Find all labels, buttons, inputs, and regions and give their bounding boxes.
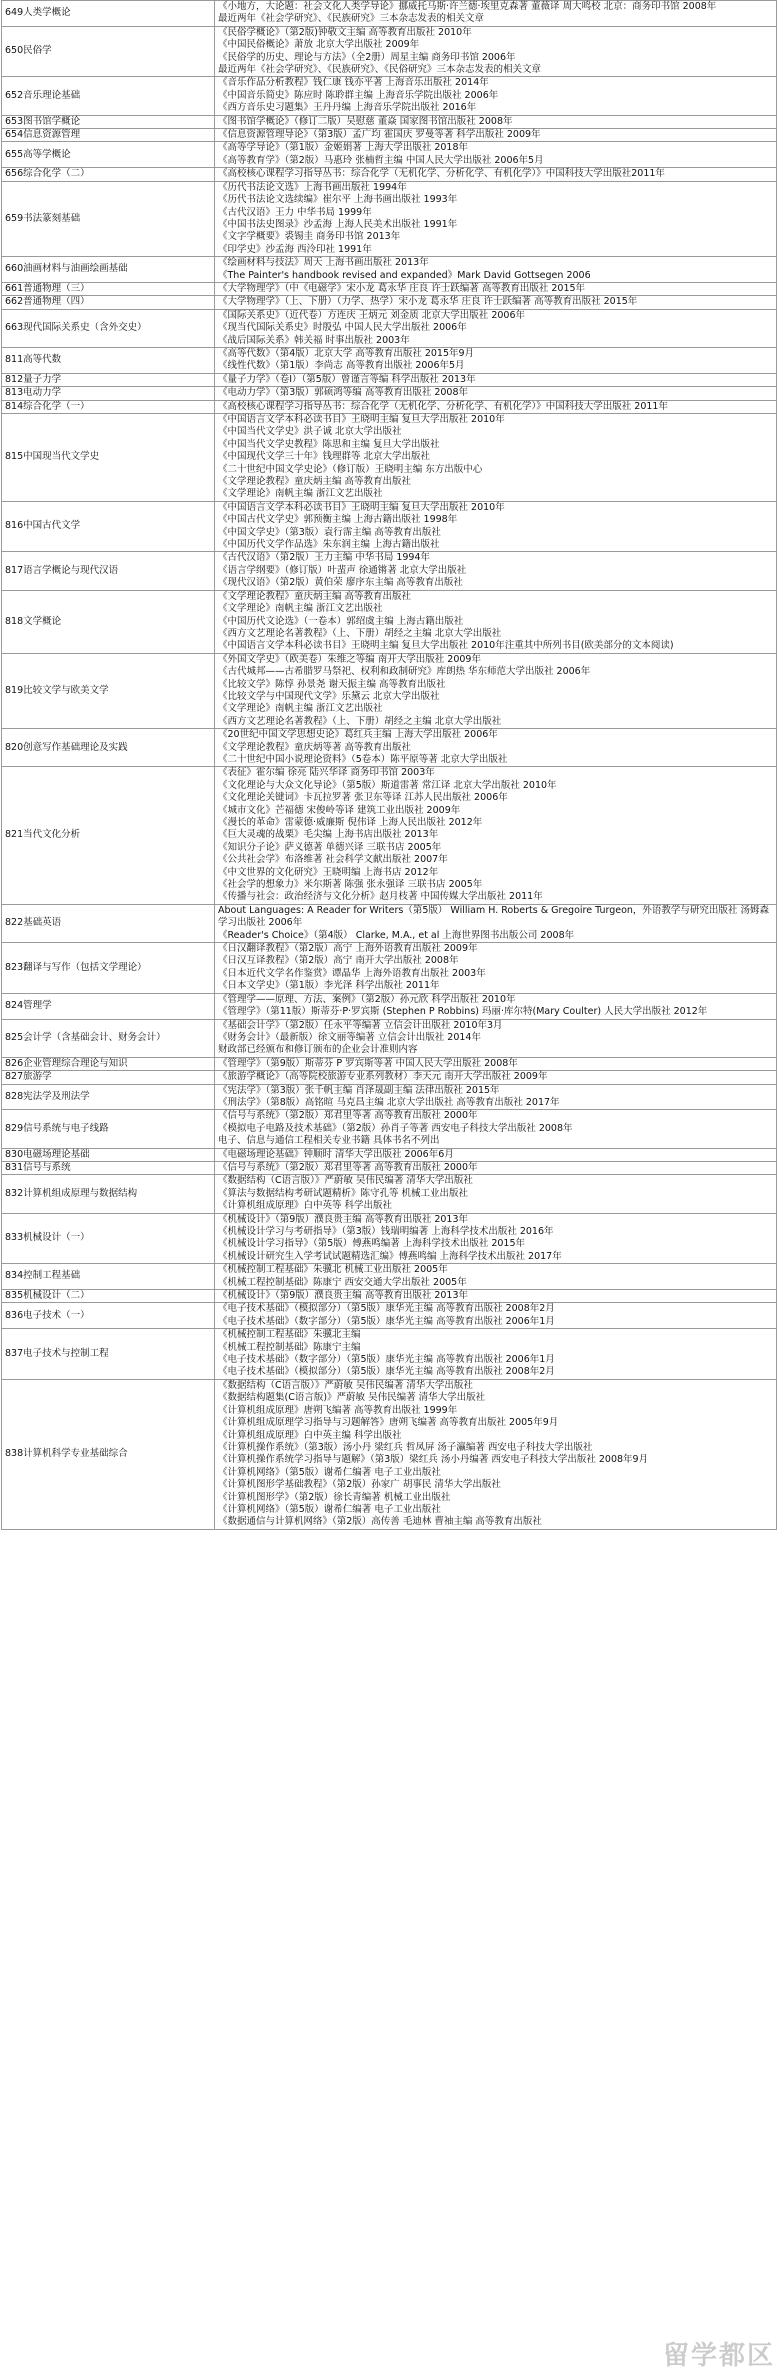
subject-name: 835机械设计（二） bbox=[2, 1290, 215, 1303]
reference-book: 《信号与系统》（第2版）郑君里等著 高等教育出版社 2000年 bbox=[218, 1161, 478, 1173]
reference-books bbox=[215, 904, 777, 942]
reference-book: 电子、信息与通信工程相关专业书籍 具体书名不列出 bbox=[218, 1135, 440, 1147]
subject-name: 838计算机科学专业基础综合 bbox=[2, 1379, 215, 1529]
subject-name: 653图书馆学概论 bbox=[2, 115, 215, 128]
reference-books bbox=[215, 1213, 777, 1264]
subject-row bbox=[2, 767, 777, 904]
subject-name: 814综合化学（一） bbox=[2, 400, 215, 413]
reference-book: 最近两年《社会学研究》、《民族研究》、《民俗研究》三本杂志发表的相关文章 bbox=[218, 64, 542, 76]
reference-book: 《管理学》（第9版）斯蒂芬 P 罗宾斯等著 中国人民大学出版社 2008年 bbox=[218, 1057, 518, 1069]
reference-book: 《中国历代文学作品选》朱东润主编 上海古籍出版社 bbox=[218, 539, 440, 551]
reference-book: 《表征》霍尔编 徐亮 陆兴华译 商务印书馆 2003年 bbox=[218, 767, 435, 779]
reference-book: 《The Painter's handbook revised and expanded》Mark David Gottsegen 2006 bbox=[218, 269, 591, 281]
reference-book: 《信号与系统》（第2版）郑君里等著 高等教育出版社 2000年 bbox=[218, 1110, 478, 1122]
subject-row bbox=[2, 282, 777, 295]
subject-row bbox=[2, 168, 777, 181]
subject-name: 825会计学（含基础会计、财务会计） bbox=[2, 1019, 215, 1057]
subject-name: 818文学概论 bbox=[2, 590, 215, 653]
subject-row bbox=[2, 347, 777, 373]
reference-books bbox=[215, 653, 777, 728]
reference-book: 《旅游学概论》（高等院校旅游专业系列教材）李天元 南开大学出版社 2009年 bbox=[218, 1071, 548, 1083]
subject-name: 822基础英语 bbox=[2, 904, 215, 942]
reference-book: 《电子技术基础》（数字部分）（第5版）康华光主编 高等教育出版社 2006年1月 bbox=[218, 1354, 555, 1366]
reference-book: 《民俗学的历史、理论与方法》（全2册）周星主编 商务印书馆 2006年 bbox=[218, 51, 516, 63]
reference-book: 《民俗学概论》（第2版)钟敬文主编 高等教育出版社 2010年 bbox=[218, 26, 472, 38]
reference-book: 《现代汉语》（第2版）黄伯荣 廖序东主编 高等教育出版社 bbox=[218, 577, 463, 589]
subject-name: 812量子力学 bbox=[2, 373, 215, 386]
reference-book: 《机械设计学习与考研指导》（第3版）钱瑞明编著 上海科学技术出版社 2016年 bbox=[218, 1226, 554, 1237]
reference-books bbox=[215, 26, 777, 77]
subject-name: 656综合化学（二） bbox=[2, 168, 215, 181]
reference-books bbox=[215, 1290, 777, 1303]
subject-name: 832计算机组成原理与数据结构 bbox=[2, 1175, 215, 1213]
reference-book: 《中国现代文学三十年》钱理群等 北京大学出版社 bbox=[218, 451, 431, 463]
subject-name: 823翻译与写作（包括文学理论） bbox=[2, 943, 215, 994]
reference-book: 《算法与数据结构考研试题精析》陈守孔等 机械工业出版社 bbox=[218, 1187, 469, 1199]
reference-book: 《计算机操作系统》（第3版）汤小丹 梁红兵 哲凤屏 汤子瀛编著 西安电子科技大学出版社 bbox=[218, 1441, 593, 1453]
reference-book: 《机械设计学习指导》（第5版）傅燕鸣编著 上海科学技术出版社 2015年 bbox=[218, 1238, 526, 1250]
reference-book: 《电动力学》（第3版）郭硕鸿等编 高等教育出版社 2008年 bbox=[218, 387, 469, 399]
subject-row bbox=[2, 1329, 777, 1380]
reference-book: 《管理学》（第11版）斯蒂芬·P·罗宾斯 (Stephen P Robbins) 玛丽·库尔特(Mary Coulter) 人民大学出版社 2012年 bbox=[218, 1006, 708, 1018]
subject-name: 811高等代数 bbox=[2, 347, 215, 373]
bibliography-table-body bbox=[2, 1, 777, 1530]
reference-book: 《文化理论关键词》卡瓦拉罗著 张卫东等译 江苏人民出版社 2006年 bbox=[218, 792, 508, 804]
subject-name: 654信息资源管理 bbox=[2, 129, 215, 142]
reference-books bbox=[215, 729, 777, 767]
reference-book: 《小地方，大论题：社会文化人类学导论》挪威托马斯·许兰德·埃里克森著 董薇译 周大鸣校 北京：商务印书馆 2008年 bbox=[218, 1, 717, 12]
reference-books bbox=[215, 1303, 777, 1329]
reference-books bbox=[215, 1, 777, 27]
reference-book: 《计算机网络》（第5版）谢希仁编著 电子工业出版社 bbox=[218, 1503, 441, 1515]
reference-book: 《管理学——原理、方法、案例》（第2版）孙元欣 科学出版社 2010年 bbox=[218, 993, 516, 1005]
reference-book: 《计算机组成原理》白中英等 科学出版社 bbox=[218, 1200, 393, 1212]
reference-book: 《日本文学史》（第1版）李光泽 科学出版社 2011年 bbox=[218, 980, 440, 992]
reference-books bbox=[215, 115, 777, 128]
reference-book: 《印学史》沙孟海 西泠印社 1991年 bbox=[218, 243, 372, 255]
subject-row bbox=[2, 309, 777, 347]
subject-name: 830电磁场理论基础 bbox=[2, 1148, 215, 1161]
reference-book: 《图书馆学概论》（修订二版）吴慰慈 董焱 国家图书馆出版社 2008年 bbox=[218, 115, 513, 127]
subject-name: 833机械设计（一） bbox=[2, 1213, 215, 1264]
subject-row bbox=[2, 387, 777, 400]
reference-book: 《高校核心课程学习指导丛书：综合化学（无机化学、分析化学、有机化学）》中国科技大学出版社 2011年 bbox=[218, 400, 668, 412]
bibliography-table bbox=[1, 0, 777, 1530]
reference-book: 《文化理论与大众文化导论》（第5版）斯道雷著 常江译 北京大学出版社 2010年 bbox=[218, 779, 557, 791]
reference-book: 《高等教育学》（第2版）马惠玲 张楠哲主编 中国人民大学出版社 2006年5月 bbox=[218, 154, 544, 166]
reference-book: 《大学物理学》（中《电磁学》宋小龙 葛永华 庄良 许士跃编著 高等教育出版社 2015年 bbox=[218, 282, 586, 294]
reference-book: 《文学理论教程》童庆炳等著 高等教育出版社 bbox=[218, 741, 412, 753]
reference-book: 《量子力学》（卷I）（第5版）曾谨言等编 科学出版社 2013年 bbox=[218, 373, 476, 385]
reference-books bbox=[215, 1071, 777, 1084]
subject-name: 824管理学 bbox=[2, 993, 215, 1019]
reference-book: 《古代城邦——古希腊罗马祭祀、权利和政制研究》库朗热 华东师范大学出版社 2006年 bbox=[218, 666, 591, 678]
reference-book: 《二十世纪中国小说理论资料》（5卷本）陈平原等著 北京大学出版社 bbox=[218, 753, 508, 765]
subject-row bbox=[2, 904, 777, 942]
subject-row bbox=[2, 1161, 777, 1174]
reference-book: 《绘画材料与技法》周天 上海书画出版社 2013年 bbox=[218, 257, 429, 269]
reference-book: 《古代汉语》王力 中华书局 1999年 bbox=[218, 206, 372, 218]
subject-row bbox=[2, 115, 777, 128]
reference-books bbox=[215, 296, 777, 309]
reference-book: 《文学理论》南帆主编 浙江文艺出版社 bbox=[218, 603, 383, 615]
subject-row bbox=[2, 993, 777, 1019]
subject-name: 660油画材料与油画绘画基础 bbox=[2, 257, 215, 283]
subject-name: 650民俗学 bbox=[2, 26, 215, 77]
subject-name: 829信号系统与电子线路 bbox=[2, 1110, 215, 1148]
subject-name: 662普通物理（四） bbox=[2, 296, 215, 309]
reference-books bbox=[215, 257, 777, 283]
subject-row bbox=[2, 26, 777, 77]
reference-book: 《文学理论教程》童庆炳主编 高等教育出版社 bbox=[218, 476, 412, 488]
subject-name: 815中国现当代文学史 bbox=[2, 414, 215, 502]
subject-row bbox=[2, 1071, 777, 1084]
reference-books bbox=[215, 590, 777, 653]
subject-row bbox=[2, 129, 777, 142]
subject-name: 663现代国际关系史（含外交史） bbox=[2, 309, 215, 347]
reference-books bbox=[215, 1057, 777, 1070]
reference-book: 《文学理论教程》童庆炳主编 高等教育出版社 bbox=[218, 590, 412, 602]
reference-book: 《宪法学》（第3版）张千帆主编 肖泽晟副主编 法律出版社 2015年 bbox=[218, 1084, 500, 1096]
reference-books bbox=[215, 943, 777, 994]
reference-book: 《历代书法论文选》上海书画出版社 1994年 bbox=[218, 181, 407, 193]
reference-books bbox=[215, 181, 777, 256]
reference-books bbox=[215, 1161, 777, 1174]
reference-book: 《战后国际关系》韩关福 时事出版社 2003年 bbox=[218, 334, 410, 346]
subject-name: 828宪法学及刑法学 bbox=[2, 1084, 215, 1110]
reference-book: 《数据结构（C语言版）》严蔚敏 吴伟民编著 清华大学出版社 bbox=[218, 1379, 473, 1391]
reference-book: 《中国古代文学史》郭预衡主编 上海古籍出版社 1998年 bbox=[218, 514, 458, 526]
reference-books bbox=[215, 373, 777, 386]
reference-book: 《中文世界的文化研究》王晓明编 上海书店 2012年 bbox=[218, 866, 439, 878]
subject-row bbox=[2, 1175, 777, 1213]
reference-book: 《历代书法论文选续编》崔尔平 上海书画出版社 1993年 bbox=[218, 194, 458, 206]
reference-books bbox=[215, 347, 777, 373]
reference-book: 《中国历代文论选》（一卷本）郭绍虞主编 上海古籍出版社 bbox=[218, 615, 464, 627]
reference-book: 《计算机图形学基础教程》（第2版）孙家广 胡事民 清华大学出版社 bbox=[218, 1479, 501, 1491]
subject-name: 826企业管理综合理论与知识 bbox=[2, 1057, 215, 1070]
subject-name: 649人类学概论 bbox=[2, 1, 215, 27]
reference-book: 《外国文学史》（欧美卷）朱维之等编 南开大学出版社 2009年 bbox=[218, 653, 481, 665]
subject-row bbox=[2, 590, 777, 653]
reference-book: 《数据结构题集(C语言版)》严蔚敏 吴伟民编著 清华大学出版社 bbox=[218, 1392, 486, 1404]
reference-book: 《中国语言文学本科必读书目》王晓明主编 复旦大学出版社 2010年 bbox=[218, 501, 505, 513]
reference-books bbox=[215, 1110, 777, 1148]
reference-book: 《文学理论》南帆主编 浙江文艺出版社 bbox=[218, 488, 383, 500]
reference-book: 《城市文化》芒福德 宋俊岭等译 建筑工业出版社 2009年 bbox=[218, 804, 461, 816]
reference-books bbox=[215, 1148, 777, 1161]
reference-books bbox=[215, 1329, 777, 1380]
subject-row bbox=[2, 1213, 777, 1264]
reference-book: 《二十世纪中国文学史论》（修订版）王晓明主编 东方出版中心 bbox=[218, 463, 483, 475]
reference-book: 《财务会计》（最新版）徐文丽等编著 立信会计出版社 2014年 bbox=[218, 1031, 481, 1043]
reference-book: 《中国音乐简史》陈应时 陈聆群主编 上海音乐学院出版社 2006年 bbox=[218, 89, 499, 101]
reference-book: 《数据结构（C语言版）》严蔚敏 吴伟民编著 清华大学出版社 bbox=[218, 1175, 473, 1187]
site-watermark: 留学都区 bbox=[662, 2341, 775, 2371]
reference-book: 《巨大灵魂的战栗》毛尖编 上海书店出版社 2013年 bbox=[218, 829, 439, 841]
subject-row bbox=[2, 943, 777, 994]
subject-name: 827旅游学 bbox=[2, 1071, 215, 1084]
reference-book: 《语言学纲要》（修订版）叶蜚声 徐通锵著 北京大学出版社 bbox=[218, 564, 467, 576]
reference-book: 《文学理论》南帆主编 浙江文艺出版社 bbox=[218, 703, 383, 715]
reference-books bbox=[215, 767, 777, 904]
subject-row bbox=[2, 296, 777, 309]
reference-book: 《机械控制工程基础》朱骥北 机械工业出版社 2005年 bbox=[218, 1264, 448, 1276]
subject-row bbox=[2, 1303, 777, 1329]
reference-books bbox=[215, 1019, 777, 1057]
reference-book: 《中国语言文学本科必读书目》王晓明主编 复旦大学出版社 2010年注重其中所列书目(欧美部分的文本阅读) bbox=[218, 640, 674, 652]
subject-name: 817语言学概论与现代汉语 bbox=[2, 552, 215, 590]
subject-row bbox=[2, 181, 777, 256]
reference-book: 《日汉翻译教程》（第2版）高宁 上海外语教育出版社 2009年 bbox=[218, 943, 478, 955]
reference-book: 最近两年《社会学研究》、《民族研究》三本杂志发表的相关文章 bbox=[218, 13, 485, 25]
reference-books bbox=[215, 1084, 777, 1110]
reference-books bbox=[215, 1175, 777, 1213]
reference-books bbox=[215, 1264, 777, 1290]
subject-row bbox=[2, 729, 777, 767]
subject-row bbox=[2, 653, 777, 728]
subject-name: 837电子技术与控制工程 bbox=[2, 1329, 215, 1380]
reference-book: 《西方文艺理论名著教程》（上、下册）胡经之主编 北京大学出版社 bbox=[218, 715, 502, 727]
reference-book: 《公共社会学》布洛维著 社会科学文献出版社 2007年 bbox=[218, 854, 448, 866]
reference-books bbox=[215, 414, 777, 502]
reference-book: 《计算机操作系统学习指导与题解》（第3版）梁红兵 汤小丹编著 西安电子科技大学出版社 2008年9月 bbox=[218, 1454, 649, 1466]
reference-books bbox=[215, 400, 777, 413]
reference-book: 《电子技术基础》（模拟部分）（第5版）康华光主编 高等教育出版社 2008年2月 bbox=[218, 1366, 555, 1378]
subject-row bbox=[2, 414, 777, 502]
subject-name: 661普通物理（三） bbox=[2, 282, 215, 295]
subject-row bbox=[2, 1019, 777, 1057]
reference-book: 《机械设计》（第9版）濮良贵主编 高等教育出版社 2013年 bbox=[218, 1213, 469, 1225]
reference-book: 《中国当代文学史教程》陈思和主编 复旦大学出版社 bbox=[218, 438, 440, 450]
subject-row bbox=[2, 1148, 777, 1161]
subject-name: 652音乐理论基础 bbox=[2, 77, 215, 115]
reference-book: 《计算机组成原理》唐朔飞编著 高等教育出版社 1999年 bbox=[218, 1404, 458, 1416]
reference-book: 《机械设计》（第9版）濮良贵主编 高等教育出版社 2013年 bbox=[218, 1290, 469, 1302]
subject-name: 655高等学概论 bbox=[2, 142, 215, 168]
subject-row bbox=[2, 1290, 777, 1303]
reference-books bbox=[215, 142, 777, 168]
reference-book: 《中国当代文学史》洪子诚 北京大学出版社 bbox=[218, 426, 402, 438]
reference-book: 《中国书法史图录》沙孟海 上海人民美术出版社 1991年 bbox=[218, 218, 458, 230]
reference-book: 《基础会计学》（第2版）任永平等编著 立信会计出版社 2010年3月 bbox=[218, 1019, 503, 1031]
reference-book: 《机械工程控制基础》陈康宁 西安交通大学出版社 2005年 bbox=[218, 1276, 467, 1288]
subject-row bbox=[2, 400, 777, 413]
subject-name: 821当代文化分析 bbox=[2, 767, 215, 904]
subject-name: 834控制工程基础 bbox=[2, 1264, 215, 1290]
reference-book: 《传播与社会：政治经济与文化分析》赵月枝著 中国传媒大学出版社 2011年 bbox=[218, 891, 543, 903]
reference-book: 《机械控制工程基础》朱骥北主编 bbox=[218, 1329, 361, 1341]
reference-book: 《国际关系史》（近代卷）方连庆 王炳元 刘金质 北京大学出版社 2006年 bbox=[218, 309, 526, 321]
subject-name: 836电子技术（一） bbox=[2, 1303, 215, 1329]
reference-book: 《电磁场理论基础》钟顺时 清华大学出版社 2006年6月 bbox=[218, 1148, 454, 1160]
reference-books bbox=[215, 168, 777, 181]
reference-book: 《机械工程控制基础》陈康宁主编 bbox=[218, 1341, 361, 1353]
subject-name: 813电动力学 bbox=[2, 387, 215, 400]
subject-name: 816中国古代文学 bbox=[2, 501, 215, 552]
reference-book: 《古代汉语》（第2版）王力主编 中华书局 1994年 bbox=[218, 552, 431, 564]
reference-books bbox=[215, 129, 777, 142]
subject-row bbox=[2, 501, 777, 552]
reference-books bbox=[215, 501, 777, 552]
subject-row bbox=[2, 257, 777, 283]
reference-book: 《大学物理学》（上、下册）（力学、热学）宋小龙 葛永华 庄良 许士跃编著 高等教育出版社 2015年 bbox=[218, 296, 638, 308]
reference-book: 《高等学导论》（第1版）金姬娟著 上海大学出版社 2018年 bbox=[218, 142, 469, 154]
reference-book: About Languages: A Reader for Writers（第5版） William H. Roberts & Gregoire Turgeon，外语教学与研究出版社 汤姆森学习出版社 2006年 bbox=[218, 904, 769, 929]
reference-book: 《20世纪中国文学思想史论》葛红兵主编 上海大学出版社 2006年 bbox=[218, 729, 498, 741]
reference-book: 《日本近代文学名作鉴赏》谭晶华 上海外语教育出版社 2003年 bbox=[218, 967, 486, 979]
reference-book: 《计算机图形学》（第2版）徐长青编著 机械工业出版社 bbox=[218, 1491, 451, 1503]
reference-book: 《刑法学》（第8版）高铭暄 马克昌主编 北京大学出版社 高等教育出版社 2017年 bbox=[218, 1096, 560, 1108]
reference-books bbox=[215, 309, 777, 347]
reference-book: 《中国文学史》（第3版）袁行霈主编 高等教育出版社 bbox=[218, 526, 441, 538]
subject-row bbox=[2, 373, 777, 386]
reference-book: 《计算机网络》（第5版）谢希仁编著 电子工业出版社 bbox=[218, 1466, 441, 1478]
subject-row bbox=[2, 1110, 777, 1148]
subject-row bbox=[2, 77, 777, 115]
reference-book: 《比较文学与中国现代文学》乐黛云 北京大学出版社 bbox=[218, 690, 440, 702]
reference-books bbox=[215, 1379, 777, 1529]
subject-row bbox=[2, 1057, 777, 1070]
subject-name: 659书法篆刻基础 bbox=[2, 181, 215, 256]
reference-book: 财政部已经颁布和修订颁布的企业会计准则内容 bbox=[218, 1044, 418, 1056]
reference-books bbox=[215, 282, 777, 295]
reference-book: 《社会学的想象力》米尔斯著 陈强 张永强译 三联书店 2005年 bbox=[218, 879, 483, 891]
reference-book: 《电子技术基础》（模拟部分）（第5版）康华光主编 高等教育出版社 2008年2月 bbox=[218, 1303, 555, 1315]
reference-book: 《模拟电子电路及技术基础》（第2版）孙肖子等著 西安电子科技大学出版社 2008年 bbox=[218, 1122, 573, 1134]
reference-book: 《日汉互译教程》（第2版）高宁 南开大学出版社 2008年 bbox=[218, 955, 459, 967]
reference-book: 《线性代数》（第1版）李尚志 高等教育出版社 2006年5月 bbox=[218, 360, 465, 372]
reference-books bbox=[215, 77, 777, 115]
reference-book: 《音乐作品分析教程》钱仁康 钱亦平著 上海音乐出版社 2014年 bbox=[218, 77, 489, 89]
subject-row bbox=[2, 1, 777, 27]
reference-book: 《文字学概要》裘锡圭 商务印书馆 2013年 bbox=[218, 231, 401, 243]
reference-book: 《机械设计研究生入学考试试题精选汇编》傅燕鸣编 上海科学技术出版社 2017年 bbox=[218, 1250, 562, 1262]
reference-books bbox=[215, 387, 777, 400]
reference-book: 《漫长的革命》雷蒙德·威廉斯 倪伟译 上海人民出版社 2012年 bbox=[218, 817, 483, 828]
reference-book: 《西方文艺理论名著教程》（上、下册）胡经之主编 北京大学出版社 bbox=[218, 627, 502, 639]
subject-row bbox=[2, 1379, 777, 1529]
reference-book: 《比较文学》陈惇 孙景尧 谢天振主编 高等教育出版社 bbox=[218, 678, 446, 690]
reference-book: 《数据通信与计算机网络》（第2版）高传善 毛迪林 曹袖主编 高等教育出版社 bbox=[218, 1516, 542, 1528]
subject-name: 831信号与系统 bbox=[2, 1161, 215, 1174]
reference-books bbox=[215, 552, 777, 590]
reference-books bbox=[215, 993, 777, 1019]
subject-row bbox=[2, 1084, 777, 1110]
reference-book: 《电子技术基础》（数字部分）（第5版）康华光主编 高等教育出版社 2006年1月 bbox=[218, 1315, 555, 1327]
reference-book: 《信息资源管理导论》（第3版）孟广均 霍国庆 罗曼等著 科学出版社 2009年 bbox=[218, 129, 541, 141]
subject-name: 820创意写作基础理论及实践 bbox=[2, 729, 215, 767]
reference-book: 《中国语言文学本科必读书目》王晓明主编 复旦大学出版社 2010年 bbox=[218, 414, 505, 425]
reference-book: 《现当代国际关系史》时殷弘 中国人民大学出版社 2006年 bbox=[218, 322, 467, 334]
reference-book: 《知识分子论》萨义德著 单德兴译 三联书店 2005年 bbox=[218, 841, 442, 853]
reference-book: 《计算机组成原理》白中英主编 科学出版社 bbox=[218, 1429, 402, 1441]
subject-row bbox=[2, 552, 777, 590]
reference-book: 《高等代数》（第4版）北京大学 高等教育出版社 2015年9月 bbox=[218, 347, 475, 359]
reference-book: 《中国民俗概论》萧放 北京大学出版社 2009年 bbox=[218, 39, 420, 51]
reference-book: 《西方音乐史习题集》王丹丹编 上海音乐学院出版社 2016年 bbox=[218, 102, 477, 114]
reference-book: 《计算机组成原理学习指导与习题解答》唐朔飞编著 高等教育出版社 2005年9月 bbox=[218, 1417, 559, 1429]
reference-book: 《高校核心课程学习指导丛书：综合化学（无机化学、分析化学、有机化学）》中国科技大学出版社2011年 bbox=[218, 168, 665, 180]
subject-row bbox=[2, 1264, 777, 1290]
subject-name: 819比较文学与欧美文学 bbox=[2, 653, 215, 728]
reference-book: 《Reader's Choice》（第4版） Clarke, M.A., et al 上海世界图书出版公司 2008年 bbox=[218, 929, 575, 941]
subject-row bbox=[2, 142, 777, 168]
